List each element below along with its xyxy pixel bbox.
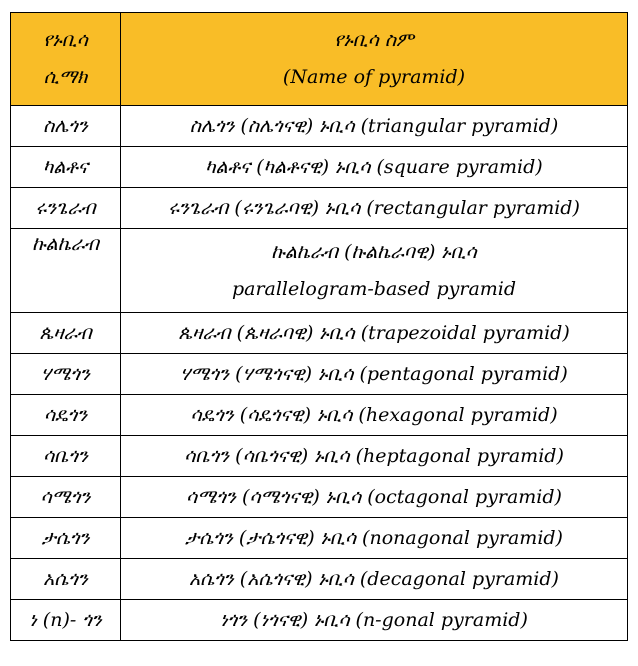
table-row xyxy=(11,436,628,477)
table-row xyxy=(11,559,628,600)
row-symbol-cell: ኩልኬራብ xyxy=(11,229,121,313)
header-symbol-line2: ሲማክ xyxy=(43,66,88,88)
row-name-cell: ሳሜጎን (ሳሜጎናዊ) ኑቢሳ (octagonal pyramid) xyxy=(121,477,628,518)
table-row xyxy=(11,477,628,518)
row-name-line2: parallelogram-based pyramid xyxy=(231,277,517,300)
row-symbol-cell: ታሴጎን xyxy=(11,518,121,559)
header-symbol-line1: የኑቢሳ xyxy=(43,29,88,52)
row-name-cell: ካልቶና (ካልቶናዊ) ኑቢሳ (square pyramid) xyxy=(121,147,628,188)
row-symbol-cell: ሃሜጎን xyxy=(11,354,121,395)
table-row xyxy=(11,600,628,641)
table-row xyxy=(11,188,628,229)
table-row xyxy=(11,354,628,395)
row-name-cell: ታሴጎን (ታሴጎናዊ) ኑቢሳ (nonagonal pyramid) xyxy=(121,518,628,559)
row-name-cell xyxy=(121,229,628,313)
row-name-cell: ሳቤጎን (ሳቤጎናዊ) ኑቢሳ (heptagonal pyramid) xyxy=(121,436,628,477)
table-row xyxy=(11,229,628,313)
row-symbol-cell: ጴዛራብ xyxy=(11,313,121,354)
row-symbol-cell: ነ (n)- ጎን xyxy=(11,600,121,641)
row-symbol-cell: ሩንጌራብ xyxy=(11,188,121,229)
table-row xyxy=(11,106,628,147)
row-name-cell: ሃሜጎን (ሃሜጎናዊ) ኑቢሳ (pentagonal pyramid) xyxy=(121,354,628,395)
header-name-line2: (Name of pyramid) xyxy=(282,66,466,88)
pyramid-names-table xyxy=(10,12,628,641)
header-name-cell xyxy=(121,13,628,106)
table-row xyxy=(11,518,628,559)
table-row xyxy=(11,147,628,188)
row-symbol-cell: ሳዴጎን xyxy=(11,395,121,436)
row-name-cell: ነጎን (ነጎናዊ) ኑቢሳ (n-gonal pyramid) xyxy=(121,600,628,641)
row-name-cell: ሳዴጎን (ሳዴጎናዊ) ኑቢሳ (hexagonal pyramid) xyxy=(121,395,628,436)
table-header-row xyxy=(11,13,628,106)
row-name-cell: ጴዛራብ (ጴዛራባዊ) ኑቢሳ (trapezoidal pyramid) xyxy=(121,313,628,354)
row-symbol-cell: ካልቶና xyxy=(11,147,121,188)
row-symbol-cell: አሴጎን xyxy=(11,559,121,600)
row-symbol-cell: ሳቤጎን xyxy=(11,436,121,477)
row-name-cell: አሴጎን (አሴጎናዊ) ኑቢሳ (decagonal pyramid) xyxy=(121,559,628,600)
row-name-line1: ኩልኬራብ (ኩልኬራባዊ) ኑቢሳ xyxy=(271,240,477,263)
table-row xyxy=(11,395,628,436)
row-symbol-cell: ስሌጎን xyxy=(11,106,121,147)
header-name-line1: የኑቢሳ ስም xyxy=(334,29,414,52)
row-name-cell: ሩንጌራብ (ሩንጌራባዊ) ኑቢሳ (rectangular pyramid) xyxy=(121,188,628,229)
row-name-cell: ስሌጎን (ስሌጎናዊ) ኑቢሳ (triangular pyramid) xyxy=(121,106,628,147)
table-row xyxy=(11,313,628,354)
row-symbol-cell: ሳሜጎን xyxy=(11,477,121,518)
header-symbol-cell xyxy=(11,13,121,106)
